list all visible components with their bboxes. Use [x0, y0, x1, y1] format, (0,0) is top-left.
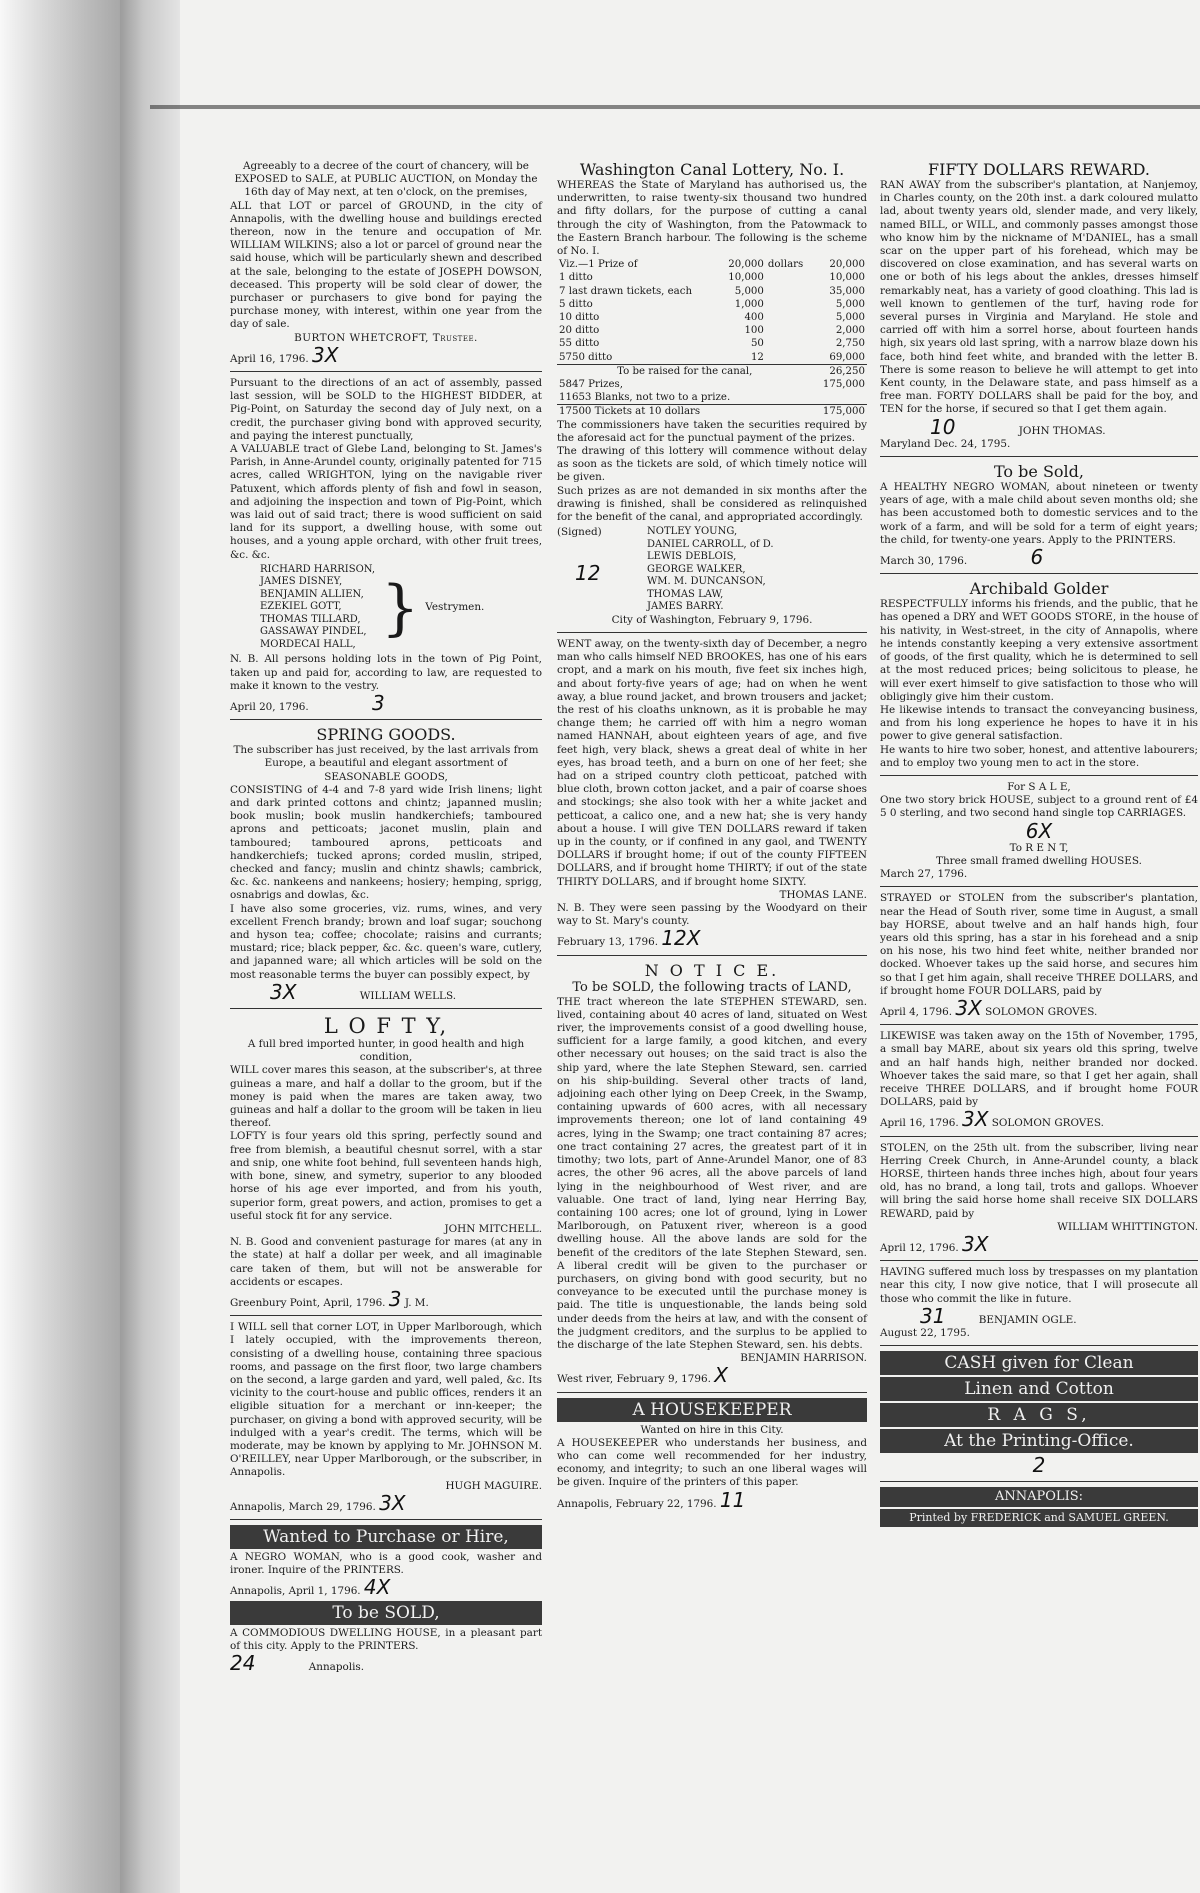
- spring-goods-body-2: I have also some groceries, viz. rums, wines, and very excellent French brandy; brown and loaf sugar; souchong and hyson tea; coffee; chocolate; raisins and currants; mustard; rice; black pepper, &c. &c. queen's ware, cutlery, and japanned ware; all which articles will be sold on the most reasonable terms the buyer can possibly expect, by: [230, 902, 542, 981]
- mare-body: LIKEWISE was taken away on the 15th of November, 1795, a small bay MARE, about six years old this spring, twelve and an half hands high, neither branded nor docked. Whoever takes the said mare, so that I get her again, shall receive THREE DOLLARS, and if brought home FOUR DOLLARS, paid by: [880, 1030, 1198, 1109]
- to-rent-title: To R E N T,: [1009, 841, 1069, 854]
- book-binding-shadow: [0, 0, 120, 1893]
- signed-label: (Signed): [557, 526, 602, 539]
- for-sale-handwritten-mark: 6X: [1025, 818, 1053, 843]
- stolen-body: STOLEN, on the 25th ult. from the subscriber, living near Herring Creek Church, in Anne-Arundel county, a black HORSE, thirteen hands three inches high, about four years old, has no brand, a long tail, trots and gallops. Whoever will bring the said horse home shall receive SIX DOLLARS REWARD, paid by: [880, 1141, 1198, 1220]
- cash-line-1: CASH given for Clean: [880, 1351, 1198, 1375]
- marlborough-lot-ad: [230, 1321, 542, 1514]
- notice-ad: [557, 961, 867, 1387]
- strayed-body: STRAYED or STOLEN from the subscriber's plantation, near the Head of South river, some time in August, a small bay HORSE, about twelve and an half hands high, four years old this spring, has a star in his forehead and a snip on his nose, his two hind feet white, neither branded nor docked. Whoever takes up the said horse, and secures him so that I get him again, shall receive THREE DOLLARS, and if brought home FOUR DOLLARS, paid by: [880, 892, 1198, 997]
- stray-mare-ad: [880, 1030, 1198, 1130]
- table-row: [557, 351, 867, 365]
- house-sale-body: A COMMODIOUS DWELLING HOUSE, in a pleasant part of this city. Apply to the PRINTERS.: [230, 1626, 542, 1652]
- prize-total: 35,000: [829, 285, 865, 297]
- prize-label: 1 ditto: [559, 272, 593, 284]
- divider: [230, 1008, 542, 1009]
- prize-unit: [766, 298, 813, 311]
- auction-signature: BURTON WHETCROFT, Trustee.: [294, 331, 478, 344]
- lofty-signature: JOHN MITCHELL.: [444, 1222, 542, 1235]
- prize-amount: 5,000: [734, 285, 764, 297]
- ogle-body: HAVING suffered much loss by trespasses on my plantation near this city, I now give notice, that I will prosecute all those who commit the like in future.: [880, 1266, 1198, 1305]
- vestrymen-list: [260, 564, 542, 652]
- lofty-intro: A full bred imported hunter, in good health and high condition,: [247, 1038, 525, 1064]
- table-row: [557, 391, 867, 405]
- notice-handwritten-mark: X: [714, 1363, 728, 1388]
- spring-goods-body: CONSISTING of 4-4 and 7-8 yard wide Irish linens; light and dark printed cottons and chintz; japanned muslin; book muslin; book muslin handkerchiefs; tamboured aprons and petticoats; jaconet muslin, plain and tamboured; tamboured aprons, petticoats and handkerchiefs; tucked aprons; corded muslin, striped, checked and fancy; muslin and chintz shawls; cambrick, &c. &c. nankeens and nankeens; hosiery; hemping, sprigg, osnabrigs and dowlas, &c.: [230, 783, 542, 902]
- spring-goods-signature: WILLIAM WELLS.: [359, 989, 457, 1002]
- strayed-date: April 4, 1796.: [880, 1005, 953, 1018]
- for-sale-body: One two story brick HOUSE, subject to a ground rent of £4 5 0 sterling, and two second hand single top CARRIAGES.: [880, 794, 1198, 820]
- notice-subtitle: To be SOLD, the following tracts of LAND,: [572, 979, 852, 995]
- cash-for-rags-ad: [880, 1351, 1198, 1476]
- divider: [880, 1024, 1198, 1025]
- table-row: [557, 364, 867, 378]
- imprint-printer: Printed by FREDERICK and SAMUEL GREEN.: [880, 1509, 1198, 1527]
- divider: [880, 1345, 1198, 1346]
- divider: [230, 1315, 542, 1316]
- notice-body: THE tract whereon the late STEPHEN STEWARD, sen. lived, containing about 40 acres of land, situated on West river, the improvements consist of a good dwelling house, sufficient for a large family, a good kitchen, and every other necessary out houses; on the said tract is also the ship yard, where the late Stephen Steward, sen. carried on his ship-building. Several other tracts of land, adjoining each other lying on Deep Creek, in the Swamp, containing upwards of 600 acres, with all necessary improvements thereon; one lot of land containing 49 acres, lying in the Swamp; one tract containing 87 acres; one tract containing 27 acres, the greatest part of it in timothy; two lots, part of Anne-Arundel Manor, one of 83 acres, the other 96 acres, all the above parcels of land lying in the neighbourhood of West river, and are valuable. One tract of land, lying near Herring Bay, containing 100 acres; one lot of ground, lying in Lower Marlborough, on Patuxent river, whereon is a good dwelling house. All the above lands are sold for the benefit of the creditors of the late Stephen Steward, sen. A liberal credit will be given to the purchaser or purchasers, on giving bond with good security, but no conveyance to be executed until the purchase money is paid. The title is unquestionable, the lands being sold under deeds from the heirs at law, and with the consent of the judgment creditors, and the surplus to be applied to the discharge of the late Stephen Steward, sen. his debts.: [557, 995, 867, 1351]
- ogle-handwritten-mark: 31: [920, 1303, 946, 1328]
- commissioner-name: GEORGE WALKER,: [647, 563, 746, 575]
- stolen-handwritten-mark: 3X: [961, 1232, 989, 1257]
- lofty-initials: J. M.: [404, 1296, 429, 1309]
- lottery-date: City of Washington, February 9, 1796.: [611, 613, 813, 626]
- marlborough-signature: HUGH MAGUIRE.: [445, 1479, 542, 1492]
- wanted-hire-ad: [230, 1525, 542, 1599]
- auction-intro: Agreeably to a decree of the court of chancery, will be EXPOSED to SALE, at PUBLIC AUCTION, on Monday the 16th day of May next, at ten o'clock, on the premises,: [234, 160, 538, 199]
- spring-goods-intro: The subscriber has just received, by the last arrivals from Europe, a beautiful and elegant assortment of: [233, 744, 539, 770]
- lofty-title: L O F T Y,: [323, 1014, 449, 1039]
- stolen-date: April 12, 1796.: [880, 1242, 959, 1255]
- table-row: [557, 405, 867, 419]
- lottery-ad: [557, 160, 867, 627]
- commissioner-names: [647, 526, 774, 614]
- divider: [230, 371, 542, 372]
- table-row: [557, 271, 867, 284]
- prize-unit: [766, 271, 813, 284]
- prize-total: 69,000: [829, 351, 865, 363]
- lottery-body: WHEREAS the State of Maryland has authorised us, the underwritten, to raise twenty-six thousand two hundred and fifty dollars, for the purpose of cutting a canal through the city of Washington, from the Patowmack to the Eastern Branch harbour. The following is the scheme of No. I.: [557, 179, 867, 258]
- vestrymen-role: Vestrymen.: [425, 601, 485, 614]
- table-row: [557, 311, 867, 324]
- prize-amount: 20,000: [728, 259, 764, 271]
- runaway-handwritten-mark: 12X: [661, 926, 701, 951]
- auction-ad: [230, 160, 542, 366]
- spring-goods-handwritten-mark: 3X: [270, 979, 297, 1004]
- reward-signature: JOHN THOMAS.: [1018, 424, 1106, 437]
- prize-amount: 400: [744, 312, 764, 324]
- golder-ad: [880, 579, 1198, 770]
- spring-goods-ad: [230, 725, 542, 1003]
- prize-label: Viz.—1 Prize of: [559, 259, 638, 271]
- to-be-sold-date: March 30, 1796.: [880, 555, 968, 568]
- column-2: [557, 160, 867, 1511]
- vestrymen-names: [260, 564, 375, 652]
- reward-title: FIFTY DOLLARS REWARD.: [927, 160, 1150, 179]
- spring-goods-subtitle: SEASONABLE GOODS,: [324, 770, 448, 783]
- raised-total: 26,250: [829, 365, 865, 377]
- housekeeper-handwritten-mark: 11: [719, 1487, 746, 1512]
- brace-glyph: }: [381, 572, 420, 643]
- tickets-total: 175,000: [822, 406, 865, 418]
- table-row: [557, 378, 867, 391]
- divider: [880, 886, 1198, 887]
- prize-amount: 1,000: [734, 298, 764, 310]
- auction-handwritten-mark: 3X: [311, 342, 339, 367]
- runaway-body: WENT away, on the twenty-sixth day of December, a negro man who calls himself NED BROOKES, has one of his ears cropt, and a mark on his mouth, five feet six inches high, and about forty-five years of age; had on when he went away, a blue round jacket, and brown trousers and jacket; the rest of his cloaths unknown, as it is probable he may change them; he carried off with him a negro woman named HANNAH, about eighteen years of age, and five feet high, very black, shews a great deal of white in her eyes, has broad teeth, and a burn on one of her feet; she had on a striped country cloth petticoat, patched with blue cloth, brown cotton jacket, and a pair of coarse shoes and stockings; she also took with her a white jacket and petticoat, a calico one, and a new hat; she is very handy about a house. I will give TEN DOLLARS reward if taken up in the county, or if confined in any gaol, and TWENTY DOLLARS if brought home; if out of the county FIFTEEN DOLLARS, and if brought home THIRTY; if out of the state THIRTY DOLLARS, and if brought home SIXTY.: [557, 637, 867, 888]
- lofty-nb: N. B. Good and convenient pasturage for mares (at any in the state) at half a dollar per week, and all imaginable care taken of them, but will not be answerable for accidents or escapes.: [230, 1236, 542, 1288]
- cash-line-3: R A G S,: [880, 1403, 1198, 1427]
- prize-label: 20 ditto: [559, 325, 600, 337]
- cash-line-4: At the Printing-Office.: [880, 1429, 1198, 1453]
- runaway-nb: N. B. They were seen passing by the Woodyard on their way to St. Mary's county.: [557, 902, 867, 928]
- marlborough-body: I WILL sell that corner LOT, in Upper Marlborough, which I lately occupied, with the improvements thereon, consisting of a dwelling house, containing three spacious rooms, and passage on the first floor, two large chambers on the second, a large garden and yard, well paled, &c. Its vicinity to the court-house and public offices, renders it an eligible situation for a merchant or inn-keeper; the purchaser, on giving a bond with approved security, will be indulged with a year's credit. The terms, which will be moderate, may be known by applying to Mr. JOHNSON M. O'REILLEY, near Upper Marlborough, or the subscriber, in Annapolis.: [230, 1321, 542, 1479]
- lofty-date: Greenbury Point, April, 1796.: [230, 1296, 386, 1309]
- housekeeper-subtitle: Wanted on hire in this City.: [640, 1423, 784, 1436]
- auction-date: April 16, 1796.: [230, 352, 309, 365]
- imprint: [880, 1487, 1198, 1527]
- mare-date: April 16, 1796.: [880, 1117, 959, 1130]
- housekeeper-ad: [557, 1398, 867, 1511]
- runaway-date: February 13, 1796.: [557, 936, 659, 949]
- housekeeper-date: Annapolis, February 22, 1796.: [557, 1497, 717, 1510]
- prize-unit: [766, 311, 813, 324]
- mare-handwritten-mark: 3X: [961, 1107, 989, 1132]
- to-be-sold-ad: [880, 462, 1198, 568]
- vestryman-name: RICHARD HARRISON,: [260, 563, 376, 575]
- marlborough-handwritten-mark: 3X: [379, 1490, 406, 1515]
- prize-amount: 50: [750, 338, 764, 350]
- commissioner-name: NOTLEY YOUNG,: [647, 526, 738, 538]
- wanted-hire-title: Wanted to Purchase or Hire,: [230, 1525, 542, 1549]
- for-sale-rent-ad: [880, 781, 1198, 881]
- reward-date: Maryland Dec. 24, 1795.: [880, 437, 1011, 450]
- prize-total: 2,750: [835, 338, 865, 350]
- vestryman-name: THOMAS TILLARD,: [260, 613, 361, 625]
- table-row: [557, 258, 867, 271]
- runaway-signature: THOMAS LANE.: [779, 888, 867, 901]
- cash-handwritten-mark: 2: [1032, 1453, 1046, 1478]
- mare-signature: SOLOMON GROVES.: [991, 1117, 1104, 1130]
- imprint-city: ANNAPOLIS:: [880, 1487, 1198, 1507]
- runaway-ad: [557, 638, 867, 950]
- divider: [880, 1260, 1198, 1261]
- prize-total: 2,000: [835, 325, 865, 337]
- house-sale-place: Annapolis.: [308, 1660, 365, 1673]
- cash-line-2: Linen and Cotton: [880, 1377, 1198, 1401]
- house-sale-handwritten-mark: 24: [230, 1650, 256, 1675]
- house-sale-title: To be SOLD,: [230, 1601, 542, 1625]
- commissioner-name: LEWIS DEBLOIS,: [647, 551, 737, 563]
- golder-body: RESPECTFULLY informs his friends, and the public, that he has opened a DRY and WET GOODS STORE, in the house of his nativity, in West-street, in the city of Annapolis, where he intends constantly keeping a very extensive assortment of goods, of the first quality, which he is determined to sell at the most reduced prices; being solicitous to please, he will ever exert himself to give satisfaction to those who will obligingly give him their custom.: [880, 598, 1198, 703]
- glebe-handwritten-mark: 3: [371, 691, 385, 715]
- prize-unit: [766, 324, 813, 337]
- vestryman-name: BENJAMIN ALLIEN,: [260, 588, 364, 600]
- golder-title: Archibald Golder: [969, 579, 1109, 599]
- prize-label: 55 ditto: [559, 338, 600, 350]
- glebe-land-ad: [230, 377, 542, 714]
- wanted-hire-handwritten-mark: 4X: [363, 1575, 391, 1600]
- golder-body-3: He wants to hire two sober, honest, and attentive labourers; and to employ two young men to act in the store.: [880, 743, 1198, 769]
- tickets-count: 17500 Tickets at 10 dollars: [559, 406, 701, 418]
- commissioner-name: THOMAS LAW,: [647, 588, 724, 600]
- raised-label: To be raised for the canal,: [617, 365, 753, 377]
- divider: [880, 775, 1198, 776]
- golder-body-2: He likewise intends to transact the conveyancing business, and from his long experience he hopes to have it in his power to give general satisfaction.: [880, 703, 1198, 743]
- column-3: [880, 160, 1198, 1529]
- table-row: [557, 298, 867, 311]
- housekeeper-title: A HOUSEKEEPER: [557, 1398, 867, 1422]
- reward-handwritten-mark: 10: [930, 414, 956, 439]
- house-sale-ad: [230, 1601, 542, 1675]
- spring-goods-title: SPRING GOODS.: [316, 725, 456, 745]
- page-top-edge: [150, 105, 1200, 109]
- stolen-horse-ad: [880, 1142, 1198, 1256]
- prizes-total: 175,000: [822, 379, 865, 391]
- ogle-signature: BENJAMIN OGLE.: [978, 1313, 1077, 1326]
- divider: [880, 1136, 1198, 1137]
- lofty-handwritten-mark: 3: [388, 1286, 402, 1311]
- for-sale-title: For S A L E,: [1007, 780, 1071, 793]
- strayed-handwritten-mark: 3X: [955, 995, 982, 1020]
- prize-total: 5,000: [835, 298, 865, 310]
- wanted-hire-body: A NEGRO WOMAN, who is a good cook, washer and ironer. Inquire of the PRINTERS.: [230, 1550, 542, 1577]
- divider: [230, 1519, 542, 1520]
- strayed-horse-ad: [880, 892, 1198, 1019]
- glebe-date: April 20, 1796.: [230, 701, 309, 713]
- divider: [880, 456, 1198, 457]
- prize-amount: 12: [750, 351, 764, 363]
- lofty-body-2: LOFTY is four years old this spring, perfectly sound and free from blemish, a beautiful chesnut sorrel, with a star and snip, one white foot behind, full seventeen hands high, with bone, sinew, and symetry, superior to any blooded horse of his age ever imported, and from his youth, superior form, great powers, and action, promises to get a useful stock fit for any service.: [230, 1130, 542, 1222]
- divider: [557, 1392, 867, 1393]
- column-1: [230, 160, 542, 1674]
- prize-unit: [766, 285, 813, 298]
- prize-unit: dollars: [767, 259, 804, 271]
- strayed-signature: SOLOMON GROVES.: [985, 1005, 1098, 1018]
- prize-label: 10 ditto: [559, 312, 600, 324]
- wanted-hire-date: Annapolis, April 1, 1796.: [230, 1585, 361, 1598]
- marlborough-date: Annapolis, March 29, 1796.: [230, 1500, 376, 1513]
- lottery-signatories: [557, 526, 867, 614]
- commissioner-name: WM. M. DUNCANSON,: [647, 576, 766, 588]
- housekeeper-body: A HOUSEKEEPER who understands her business, and who can come well recommended for her industry, economy, and integrity; to such an one liberal wages will be given. Inquire of the printers of this paper.: [557, 1436, 867, 1489]
- to-be-sold-handwritten-mark: 6: [1030, 545, 1044, 570]
- for-sale-date: March 27, 1796.: [880, 868, 968, 881]
- prize-label: 5 ditto: [559, 298, 593, 310]
- lofty-body: WILL cover mares this season, at the subscriber's, at three guineas a mare, and half a dollar to the groom, but if the money is paid when the mares are taken away, two guineas and half a dollar to the groom will be taken in lieu thereof.: [230, 1064, 542, 1130]
- blanks-count: 11653 Blanks, not two to a prize.: [559, 392, 731, 404]
- notice-signature: BENJAMIN HARRISON.: [740, 1352, 867, 1365]
- to-rent-body: Three small framed dwelling HOUSES.: [936, 854, 1142, 867]
- prize-unit: [766, 351, 813, 365]
- trespass-notice-ad: [880, 1266, 1198, 1340]
- lottery-title: Washington Canal Lottery, No. I.: [579, 160, 845, 179]
- lottery-handwritten-mark: 12: [575, 561, 601, 586]
- prizes-count: 5847 Prizes,: [559, 379, 624, 391]
- vestryman-name: MORDECAI HALL,: [260, 638, 356, 650]
- divider: [880, 573, 1198, 574]
- glebe-nb: N. B. All persons holding lots in the town of Pig Point, taken up and paid for, according to law, are requested to make it known to the vestry.: [230, 653, 542, 692]
- prize-unit: [766, 337, 813, 350]
- notice-title: N O T I C E.: [644, 960, 780, 980]
- newspaper-page: [230, 160, 1200, 1860]
- to-be-sold-title: To be Sold,: [994, 462, 1084, 482]
- glebe-body: A VALUABLE tract of Glebe Land, belonging to St. James's Parish, in Anne-Arundel county, originally patented for 715 acres, called WRIGHTON, lying on the navigable river Patuxent, which affords plenty of fish and fowl in season, and adjoining the inspection and town of Pig-Point, which was laid out of said tract; there is wood sufficient on said land for its support, a dwelling house, with some out houses, and a young apple orchard, with other fruit trees, &c. &c.: [230, 443, 542, 561]
- notice-date: West river, February 9, 1796.: [557, 1373, 711, 1386]
- auction-body: ALL that LOT or parcel of GROUND, in the city of Annapolis, with the dwelling house and buildings erected thereon, now in the tenure and occupation of Mr. WILLIAM WILKINS; also a lot or parcel of ground near the said house, which will be particularly shewn and described at the sale, belonging to the estate of JOSEPH DOWSON, deceased. This property will be sold clear of dower, the purchaser or purchasers to give bond for paying the purchase money, with interest, within one year from the day of sale.: [230, 199, 542, 331]
- prize-total: 5,000: [835, 312, 865, 324]
- ogle-date: August 22, 1795.: [880, 1327, 970, 1340]
- lofty-ad: [230, 1014, 542, 1310]
- lottery-p1: The commissioners have taken the securities required by the aforesaid act for the punctual payment of the prizes.: [557, 418, 867, 444]
- reward-body: RAN AWAY from the subscriber's plantation, at Nanjemoy, in Charles county, on the 20th inst. a dark coloured mulatto lad, about twenty years old, slender made, and very likely, named BILL, or WILL, and commonly passes amongst those who know him by the nickname of M'DANIEL, has a small scar on the upper part of his forehead, which may be discovered on close examination, and has several warts on one or both of his legs about the ankles, dresses himself remarkably neat, has a variety of good cloathing. This lad is well known to gentlemen of the turf, having rode for several purses in Virginia and Maryland. He stole and carried off with him a sorrel horse, about fourteen hands high, six years old last spring, with a narrow blaze down his face, both hind feet white, and branded with the letter B. There is some reason to believe he will attempt to get into Kent county, in the Delaware state, and pass himself as a free man. FORTY DOLLARS shall be paid for the boy, and TEN for the horse, if secured so that I get them again.: [880, 179, 1198, 416]
- prize-total: 10,000: [829, 272, 865, 284]
- signed-label-wrap: [557, 526, 647, 614]
- fifty-dollars-reward-ad: [880, 160, 1198, 451]
- page-gutter: [120, 0, 180, 1893]
- lottery-scheme-table: [557, 258, 867, 418]
- table-row: [557, 285, 867, 298]
- lottery-p2: The drawing of this lottery will commence without delay as soon as the tickets are sold, of which timely notice will be given.: [557, 445, 867, 484]
- stolen-signature: WILLIAM WHITTINGTON.: [1057, 1220, 1198, 1233]
- to-be-sold-body: A HEALTHY NEGRO WOMAN, about nineteen or twenty years of age, with a male child about seven months old; she has been accustomed both to domestic services and to the work of a farm, and will be sold for a term of eight years; the child, for twenty-one years. Apply to the PRINTERS.: [880, 481, 1198, 546]
- divider: [557, 955, 867, 956]
- vestryman-name: JAMES DISNEY,: [260, 576, 343, 588]
- commissioner-name: DANIEL CARROLL, of D.: [647, 538, 774, 550]
- prize-label: 7 last drawn tickets, each: [559, 285, 693, 297]
- glebe-intro: Pursuant to the directions of an act of assembly, passed last session, will be SOLD to the HIGHEST BIDDER, at Pig-Point, on Saturday the second day of July next, on a credit, the purchaser giving bond with approved security, and paying the interest punctually,: [230, 377, 542, 442]
- vestryman-name: GASSAWAY PINDEL,: [260, 626, 367, 638]
- prize-amount: 100: [744, 325, 764, 337]
- commissioner-name: JAMES BARRY.: [647, 601, 724, 613]
- prize-total: 20,000: [829, 259, 865, 271]
- table-row: [557, 324, 867, 337]
- prize-label: 5750 ditto: [559, 351, 613, 363]
- table-row: [557, 337, 867, 350]
- divider: [230, 719, 542, 720]
- lottery-p3: Such prizes as are not demanded in six months after the drawing is finished, shall be considered as relinquished for the benefit of the canal, and appropriated accordingly.: [557, 484, 867, 524]
- prize-amount: 10,000: [728, 272, 764, 284]
- divider: [557, 632, 867, 633]
- divider: [880, 1481, 1198, 1482]
- vestryman-name: EZEKIEL GOTT,: [260, 601, 342, 613]
